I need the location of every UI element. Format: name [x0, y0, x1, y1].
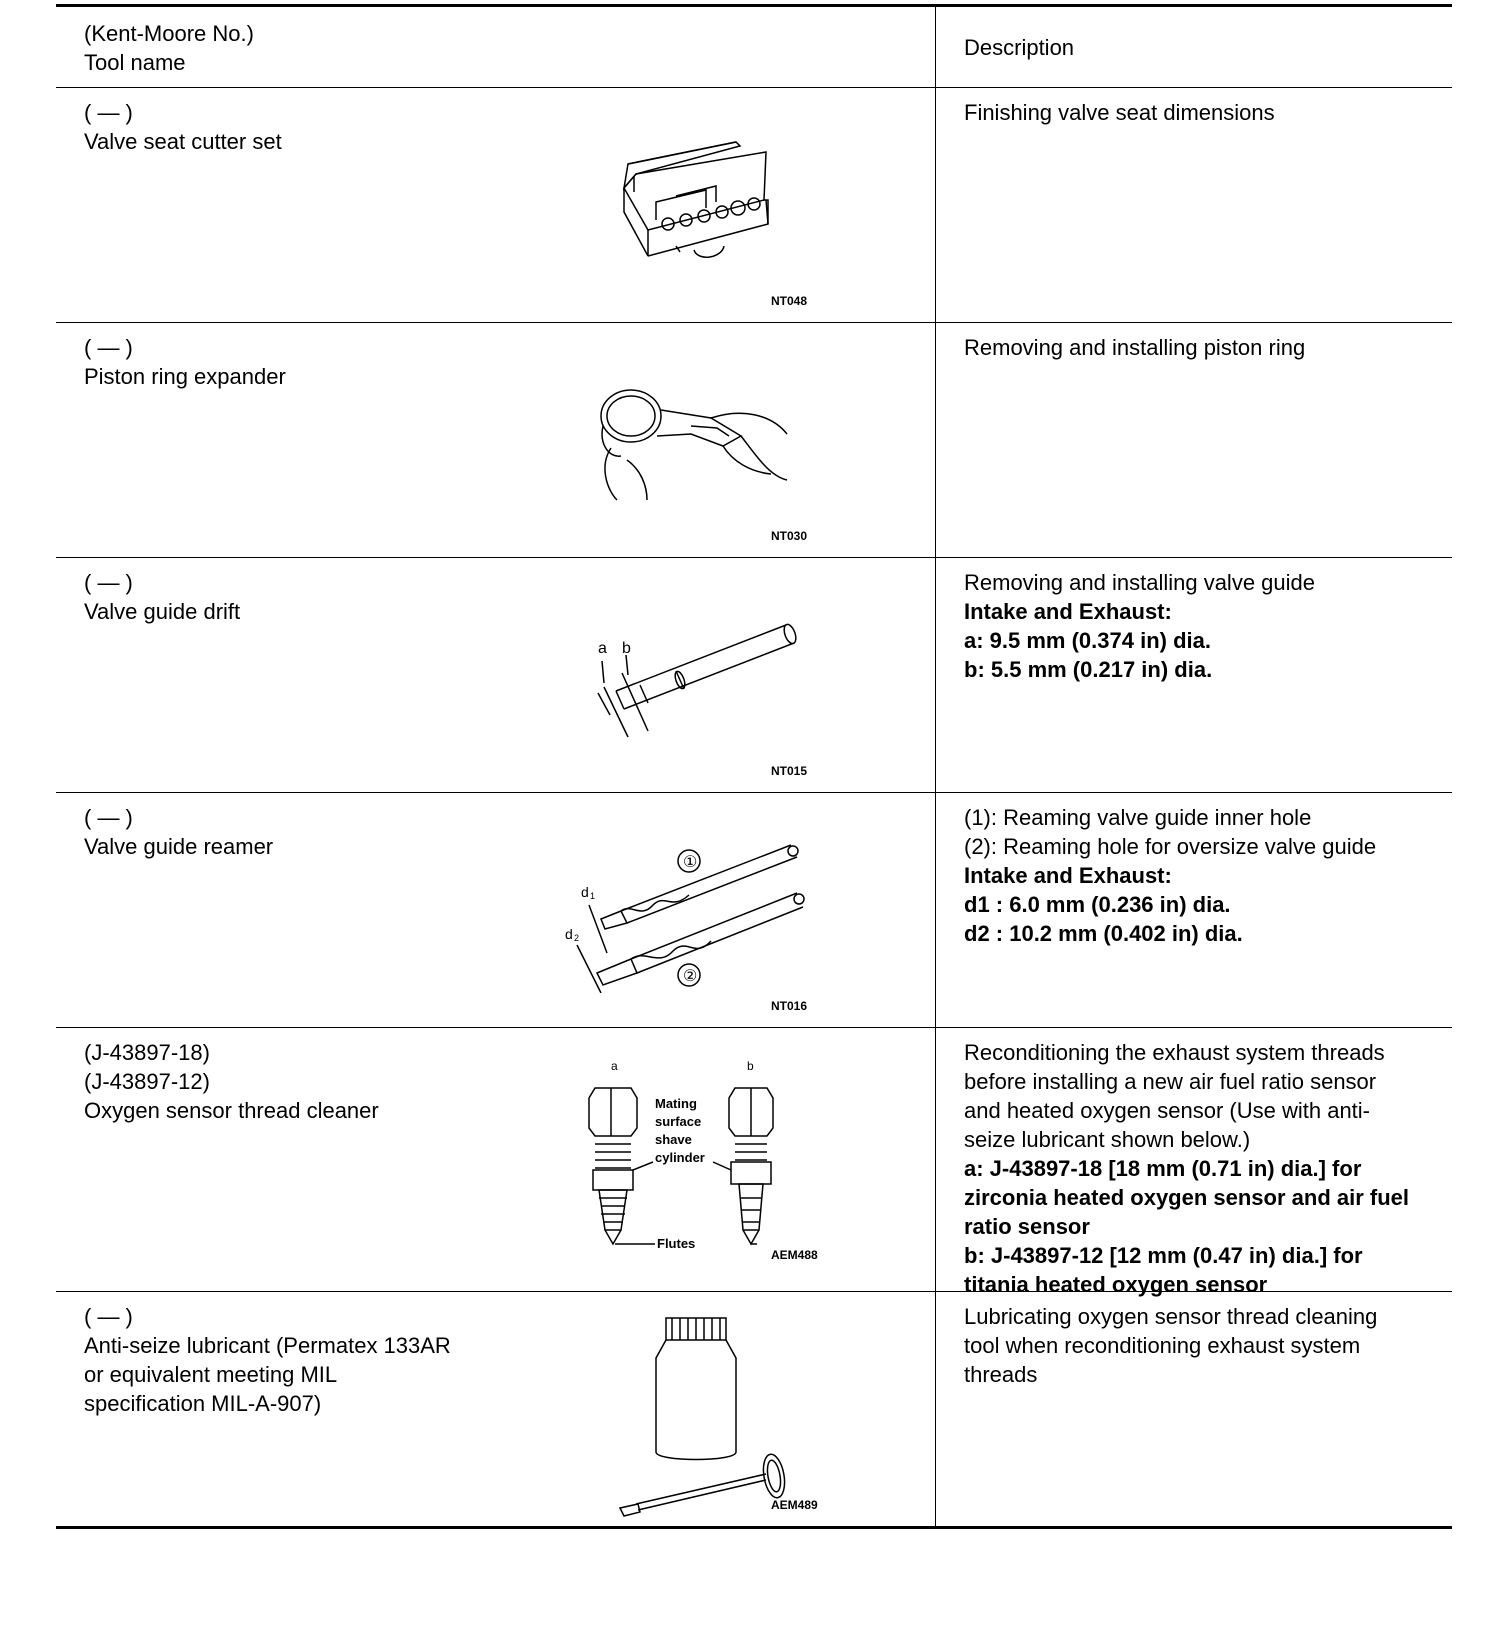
- tool-cell: [56, 323, 936, 557]
- description-bold-line: b: 5.5 mm (0.217 in) dia.: [964, 657, 1213, 682]
- tool-number: ( — ): [84, 805, 133, 830]
- description-line: before installing a new air fuel ratio sensor: [964, 1069, 1377, 1094]
- description-cell: [936, 323, 1452, 557]
- piston-ring-expander-icon: [591, 378, 791, 508]
- tool-cell: [56, 1292, 936, 1526]
- reamer-label-d1: d: [581, 884, 589, 900]
- cleaner-label-a: a: [611, 1059, 618, 1073]
- table-header-row: [56, 7, 1452, 88]
- description-line: and heated oxygen sensor (Use with anti-: [964, 1098, 1371, 1123]
- reamer-label-d1-sub: 1: [590, 891, 596, 901]
- description-bold-line: a: 9.5 mm (0.374 in) dia.: [964, 628, 1211, 653]
- cleaner-label-surface: surface: [655, 1114, 702, 1129]
- cleaner-label-b: b: [747, 1059, 754, 1073]
- tool-cell: [56, 88, 936, 322]
- description-line: (1): Reaming valve guide inner hole: [964, 805, 1312, 830]
- tool-name-header: Tool name: [84, 50, 186, 75]
- tool-name: Valve guide reamer: [84, 834, 274, 859]
- tool-name: or equivalent meeting MIL: [84, 1362, 338, 1387]
- table-row: [56, 793, 1452, 1028]
- tool-name: Oxygen sensor thread cleaner: [84, 1098, 379, 1123]
- figure-code: NT048: [771, 294, 808, 308]
- description-bold-line: b: J-43897-12 [12 mm (0.47 in) dia.] for: [964, 1243, 1363, 1268]
- tool-name: Valve seat cutter set: [84, 129, 282, 154]
- description-line: Reconditioning the exhaust system threads: [964, 1040, 1385, 1065]
- table-row: [56, 88, 1452, 323]
- description-bold-line: Intake and Exhaust:: [964, 863, 1172, 888]
- description-line: seize lubricant shown below.): [964, 1127, 1251, 1152]
- tool-number: (J-43897-18): [84, 1040, 210, 1065]
- anti-seize-lubricant-icon: [616, 1312, 796, 1522]
- tool-name: Valve guide drift: [84, 599, 241, 624]
- table-row: [56, 1292, 1452, 1529]
- description-cell: [936, 558, 1452, 792]
- description-bold-line: titania heated oxygen sensor: [964, 1272, 1268, 1297]
- table-row: [56, 1028, 1452, 1297]
- figure-code: NT030: [771, 529, 808, 543]
- description-line: (2): Reaming hole for oversize valve guide: [964, 834, 1377, 859]
- description-cell: [936, 1292, 1452, 1526]
- table-row: [56, 558, 1452, 793]
- description-bold-line: d2 : 10.2 mm (0.402 in) dia.: [964, 921, 1243, 946]
- valve-seat-cutter-set-icon: [616, 138, 796, 288]
- tool-name: Piston ring expander: [84, 364, 286, 389]
- description-header: Description: [964, 35, 1075, 60]
- description-line: threads: [964, 1362, 1038, 1387]
- figure-code: NT016: [771, 999, 808, 1013]
- table-row: [56, 323, 1452, 558]
- tool-cell: [56, 1028, 936, 1291]
- description-line: Lubricating oxygen sensor thread cleaning: [964, 1304, 1378, 1329]
- description-bold-line: zirconia heated oxygen sensor and air fuel: [964, 1185, 1410, 1210]
- oxygen-sensor-thread-cleaner-icon: [581, 1058, 821, 1258]
- figure-code: NT015: [771, 764, 808, 778]
- drift-label-a: a: [598, 640, 607, 657]
- tool-number: ( — ): [84, 100, 133, 125]
- header-tool-cell: [56, 7, 936, 87]
- description-line: Removing and installing valve guide: [964, 570, 1315, 595]
- cleaner-label-mating: Mating: [655, 1096, 697, 1111]
- tool-name: specification MIL-A-907): [84, 1391, 322, 1416]
- tool-number-header: (Kent-Moore No.): [84, 21, 254, 46]
- reamer-label-d2-sub: 2: [574, 933, 580, 943]
- tool-number: ( — ): [84, 570, 133, 595]
- tool-number: ( — ): [84, 335, 133, 360]
- cleaner-label-shave: shave: [655, 1132, 692, 1147]
- valve-guide-reamer-icon: [561, 833, 821, 993]
- description-line: tool when reconditioning exhaust system: [964, 1333, 1361, 1358]
- special-tools-table: [56, 4, 1452, 1529]
- tool-name: Anti-seize lubricant (Permatex 133AR: [84, 1333, 451, 1358]
- description-bold-line: Intake and Exhaust:: [964, 599, 1172, 624]
- header-description-cell: [936, 7, 1452, 87]
- valve-guide-drift-icon: [576, 613, 806, 743]
- tool-cell: [56, 558, 936, 792]
- description-bold-line: d1 : 6.0 mm (0.236 in) dia.: [964, 892, 1231, 917]
- figure-code: AEM489: [771, 1498, 818, 1512]
- figure-code: AEM488: [771, 1248, 818, 1262]
- reamer-label-d2: d: [565, 926, 573, 942]
- reamer-circle-label-1: ①: [683, 854, 698, 871]
- cleaner-label-flutes: Flutes: [657, 1236, 696, 1251]
- cleaner-label-cylinder: cylinder: [655, 1150, 705, 1165]
- reamer-circle-label-2: ②: [683, 968, 698, 985]
- description-cell: [936, 1028, 1452, 1297]
- drift-label-b: b: [622, 640, 631, 657]
- description-bold-line: a: J-43897-18 [18 mm (0.71 in) dia.] for: [964, 1156, 1362, 1181]
- description-cell: [936, 793, 1452, 1027]
- description-line: Removing and installing piston ring: [964, 335, 1306, 360]
- tool-cell: [56, 793, 936, 1027]
- description-line: Finishing valve seat dimensions: [964, 100, 1275, 125]
- description-cell: [936, 88, 1452, 322]
- description-bold-line: ratio sensor: [964, 1214, 1090, 1239]
- tool-number: (J-43897-12): [84, 1069, 210, 1094]
- tool-number: ( — ): [84, 1304, 133, 1329]
